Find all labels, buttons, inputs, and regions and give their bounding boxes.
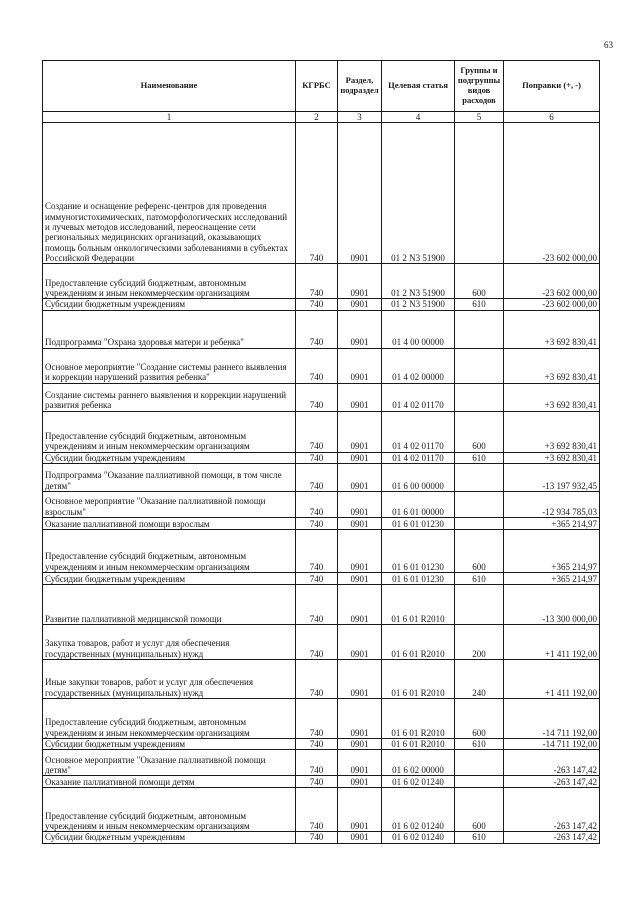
row-amount-cell: +3 692 830,41 — [504, 383, 600, 411]
row-name-cell: Создание системы раннего выявления и коррекции нарушений развития ребенка — [43, 383, 296, 411]
row-target-article-cell: 01 2 N3 51900 — [382, 299, 455, 310]
row-name-cell: Предоставление субсидий бюджетным, автономным учреждениям и иным некоммерческим организациям — [43, 411, 296, 452]
header-expense-group: Группы и подгруппы видов расходов — [455, 61, 504, 112]
row-name-cell: Субсидии бюджетным учреждениям — [43, 739, 296, 750]
row-name-cell: Основное мероприятие "Оказание паллиативной помощи детям" — [43, 750, 296, 776]
row-target-article-cell: 01 6 01 R2010 — [382, 699, 455, 739]
row-section-cell: 0901 — [338, 518, 382, 530]
row-amount-cell: +1 411 192,00 — [504, 660, 600, 699]
row-amount-cell: -23 602 000,00 — [504, 299, 600, 310]
table-row — [43, 264, 600, 299]
table-row — [43, 464, 600, 492]
row-amount-cell: +3 692 830,41 — [504, 452, 600, 463]
header-row — [43, 61, 600, 112]
row-amount-cell: -263 147,42 — [504, 776, 600, 788]
row-section-cell: 0901 — [338, 739, 382, 750]
row-section-cell: 0901 — [338, 776, 382, 788]
row-target-article-cell: 01 4 00 00000 — [382, 310, 455, 348]
row-kgrbs-cell: 740 — [296, 348, 338, 383]
row-name-cell: Субсидии бюджетным учреждениям — [43, 452, 296, 463]
row-target-article-cell: 01 4 02 01170 — [382, 452, 455, 463]
row-expense-group-cell: 600 — [455, 530, 504, 573]
row-target-article-cell: 01 6 02 01240 — [382, 788, 455, 832]
table-row — [43, 123, 600, 264]
row-expense-group-cell — [455, 492, 504, 518]
row-section-cell: 0901 — [338, 299, 382, 310]
row-section-cell: 0901 — [338, 452, 382, 463]
row-amount-cell: -23 602 000,00 — [504, 264, 600, 299]
table-row — [43, 530, 600, 573]
row-kgrbs-cell: 740 — [296, 464, 338, 492]
column-number: 5 — [455, 112, 504, 123]
row-name-cell: Субсидии бюджетным учреждениям — [43, 573, 296, 585]
row-expense-group-cell: 610 — [455, 452, 504, 463]
column-number: 2 — [296, 112, 338, 123]
row-target-article-cell: 01 6 01 01230 — [382, 518, 455, 530]
row-kgrbs-cell: 740 — [296, 299, 338, 310]
header-amendments: Поправки (+, -) — [504, 61, 600, 112]
row-target-article-cell: 01 4 02 01170 — [382, 383, 455, 411]
row-section-cell: 0901 — [338, 264, 382, 299]
table-row — [43, 310, 600, 348]
row-target-article-cell: 01 6 01 01230 — [382, 530, 455, 573]
row-section-cell: 0901 — [338, 530, 382, 573]
row-expense-group-cell: 600 — [455, 788, 504, 832]
row-target-article-cell: 01 6 01 R2010 — [382, 585, 455, 625]
table-row — [43, 585, 600, 625]
row-name-cell: Предоставление субсидий бюджетным, автономным учреждениям и иным некоммерческим организациям — [43, 264, 296, 299]
row-expense-group-cell — [455, 585, 504, 625]
row-name-cell: Оказание паллиативной помощи взрослым — [43, 518, 296, 530]
table-row — [43, 832, 600, 843]
table-row — [43, 411, 600, 452]
row-expense-group-cell — [455, 383, 504, 411]
row-amount-cell: -263 147,42 — [504, 832, 600, 843]
row-name-cell: Основное мероприятие "Оказание паллиативной помощи взрослым" — [43, 492, 296, 518]
table-row — [43, 776, 600, 788]
row-expense-group-cell — [455, 776, 504, 788]
row-amount-cell: +365 214,97 — [504, 573, 600, 585]
row-expense-group-cell — [455, 123, 504, 264]
row-amount-cell: +3 692 830,41 — [504, 411, 600, 452]
row-kgrbs-cell: 740 — [296, 660, 338, 699]
table-row — [43, 625, 600, 660]
row-name-cell: Создание и оснащение референс-центров для проведения иммуногистохимических, патоморфологических исследований и лучевых методов исследований, переоснащение сети региональных медицинских организаций, оказывающих помощь больным онкологическими заболеваниями в субъектах Российской Федерации — [43, 123, 296, 264]
row-kgrbs-cell: 740 — [296, 832, 338, 843]
table-row — [43, 660, 600, 699]
row-section-cell: 0901 — [338, 383, 382, 411]
row-section-cell: 0901 — [338, 832, 382, 843]
row-name-cell: Подпрограмма "Охрана здоровья матери и ребенка" — [43, 310, 296, 348]
row-section-cell: 0901 — [338, 788, 382, 832]
page-number: 63 — [604, 40, 613, 50]
table-header — [43, 61, 600, 123]
row-amount-cell: -12 934 785,03 — [504, 492, 600, 518]
column-number: 3 — [338, 112, 382, 123]
row-target-article-cell: 01 6 00 00000 — [382, 464, 455, 492]
column-number-row — [43, 112, 600, 123]
row-kgrbs-cell: 740 — [296, 530, 338, 573]
header-name: Наименование — [43, 61, 296, 112]
column-number: 4 — [382, 112, 455, 123]
row-amount-cell: +365 214,97 — [504, 530, 600, 573]
table-row — [43, 492, 600, 518]
row-amount-cell: -13 197 932,45 — [504, 464, 600, 492]
row-expense-group-cell: 610 — [455, 299, 504, 310]
row-section-cell: 0901 — [338, 660, 382, 699]
row-amount-cell: -23 602 000,00 — [504, 123, 600, 264]
table-row — [43, 383, 600, 411]
row-kgrbs-cell: 740 — [296, 123, 338, 264]
row-kgrbs-cell: 740 — [296, 788, 338, 832]
table-row — [43, 750, 600, 776]
row-kgrbs-cell: 740 — [296, 625, 338, 660]
row-name-cell: Закупка товаров, работ и услуг для обеспечения государственных (муниципальных) нужд — [43, 625, 296, 660]
row-section-cell: 0901 — [338, 411, 382, 452]
row-kgrbs-cell: 740 — [296, 310, 338, 348]
header-section: Раздел, подраздел — [338, 61, 382, 112]
row-kgrbs-cell: 740 — [296, 383, 338, 411]
row-amount-cell: +3 692 830,41 — [504, 310, 600, 348]
row-amount-cell: -263 147,42 — [504, 788, 600, 832]
row-amount-cell: -14 711 192,00 — [504, 739, 600, 750]
row-expense-group-cell — [455, 348, 504, 383]
row-name-cell: Оказание паллиативной помощи детям — [43, 776, 296, 788]
row-name-cell: Субсидии бюджетным учреждениям — [43, 832, 296, 843]
row-kgrbs-cell: 740 — [296, 585, 338, 625]
row-amount-cell: +3 692 830,41 — [504, 348, 600, 383]
row-target-article-cell: 01 4 02 00000 — [382, 348, 455, 383]
row-expense-group-cell — [455, 464, 504, 492]
row-expense-group-cell: 600 — [455, 699, 504, 739]
header-kgrbs: КГРБС — [296, 61, 338, 112]
table-row — [43, 299, 600, 310]
row-target-article-cell: 01 6 01 01230 — [382, 573, 455, 585]
row-expense-group-cell — [455, 518, 504, 530]
row-expense-group-cell: 240 — [455, 660, 504, 699]
header-target-article: Целевая статья — [382, 61, 455, 112]
row-kgrbs-cell: 740 — [296, 699, 338, 739]
budget-amendments-table — [42, 60, 600, 844]
row-kgrbs-cell: 740 — [296, 518, 338, 530]
row-name-cell: Субсидии бюджетным учреждениям — [43, 299, 296, 310]
row-target-article-cell: 01 4 02 01170 — [382, 411, 455, 452]
table-row — [43, 518, 600, 530]
row-amount-cell: +365 214,97 — [504, 518, 600, 530]
row-section-cell: 0901 — [338, 348, 382, 383]
row-target-article-cell: 01 6 02 01240 — [382, 832, 455, 843]
row-kgrbs-cell: 740 — [296, 492, 338, 518]
table-row — [43, 452, 600, 463]
row-section-cell: 0901 — [338, 585, 382, 625]
row-target-article-cell: 01 6 01 R2010 — [382, 625, 455, 660]
row-kgrbs-cell: 740 — [296, 750, 338, 776]
row-name-cell: Подпрограмма "Оказание паллиативной помощи, в том числе детям" — [43, 464, 296, 492]
row-kgrbs-cell: 740 — [296, 411, 338, 452]
row-name-cell: Развитие паллиативной медицинской помощи — [43, 585, 296, 625]
row-expense-group-cell: 600 — [455, 264, 504, 299]
row-section-cell: 0901 — [338, 492, 382, 518]
row-target-article-cell: 01 2 N3 51900 — [382, 123, 455, 264]
row-name-cell: Иные закупки товаров, работ и услуг для обеспечения государственных (муниципальных) нужд — [43, 660, 296, 699]
column-number: 1 — [43, 112, 296, 123]
row-section-cell: 0901 — [338, 573, 382, 585]
row-section-cell: 0901 — [338, 750, 382, 776]
table-row — [43, 739, 600, 750]
row-expense-group-cell: 610 — [455, 832, 504, 843]
row-expense-group-cell — [455, 750, 504, 776]
row-kgrbs-cell: 740 — [296, 452, 338, 463]
row-amount-cell: -13 300 000,00 — [504, 585, 600, 625]
row-target-article-cell: 01 6 01 R2010 — [382, 660, 455, 699]
row-expense-group-cell: 610 — [455, 573, 504, 585]
row-target-article-cell: 01 6 01 R2010 — [382, 739, 455, 750]
row-target-article-cell: 01 6 01 00000 — [382, 492, 455, 518]
row-section-cell: 0901 — [338, 123, 382, 264]
row-amount-cell: +1 411 192,00 — [504, 625, 600, 660]
row-name-cell: Предоставление субсидий бюджетным, автономным учреждениям и иным некоммерческим организациям — [43, 530, 296, 573]
row-expense-group-cell: 600 — [455, 411, 504, 452]
row-target-article-cell: 01 6 02 00000 — [382, 750, 455, 776]
row-name-cell: Основное мероприятие "Создание системы раннего выявления и коррекции нарушений развития ребенка" — [43, 348, 296, 383]
row-amount-cell: -14 711 192,00 — [504, 699, 600, 739]
row-expense-group-cell: 610 — [455, 739, 504, 750]
table-row — [43, 573, 600, 585]
table-body — [43, 123, 600, 843]
row-kgrbs-cell: 740 — [296, 739, 338, 750]
row-section-cell: 0901 — [338, 464, 382, 492]
row-name-cell: Предоставление субсидий бюджетным, автономным учреждениям и иным некоммерческим организациям — [43, 788, 296, 832]
row-section-cell: 0901 — [338, 625, 382, 660]
row-amount-cell: -263 147,42 — [504, 750, 600, 776]
table-row — [43, 348, 600, 383]
row-kgrbs-cell: 740 — [296, 264, 338, 299]
table-row — [43, 699, 600, 739]
row-kgrbs-cell: 740 — [296, 573, 338, 585]
row-expense-group-cell: 200 — [455, 625, 504, 660]
row-name-cell: Предоставление субсидий бюджетным, автономным учреждениям и иным некоммерческим организациям — [43, 699, 296, 739]
row-section-cell: 0901 — [338, 699, 382, 739]
row-kgrbs-cell: 740 — [296, 776, 338, 788]
row-expense-group-cell — [455, 310, 504, 348]
row-target-article-cell: 01 6 02 01240 — [382, 776, 455, 788]
row-section-cell: 0901 — [338, 310, 382, 348]
table-row — [43, 788, 600, 832]
row-target-article-cell: 01 2 N3 51900 — [382, 264, 455, 299]
column-number: 6 — [504, 112, 600, 123]
